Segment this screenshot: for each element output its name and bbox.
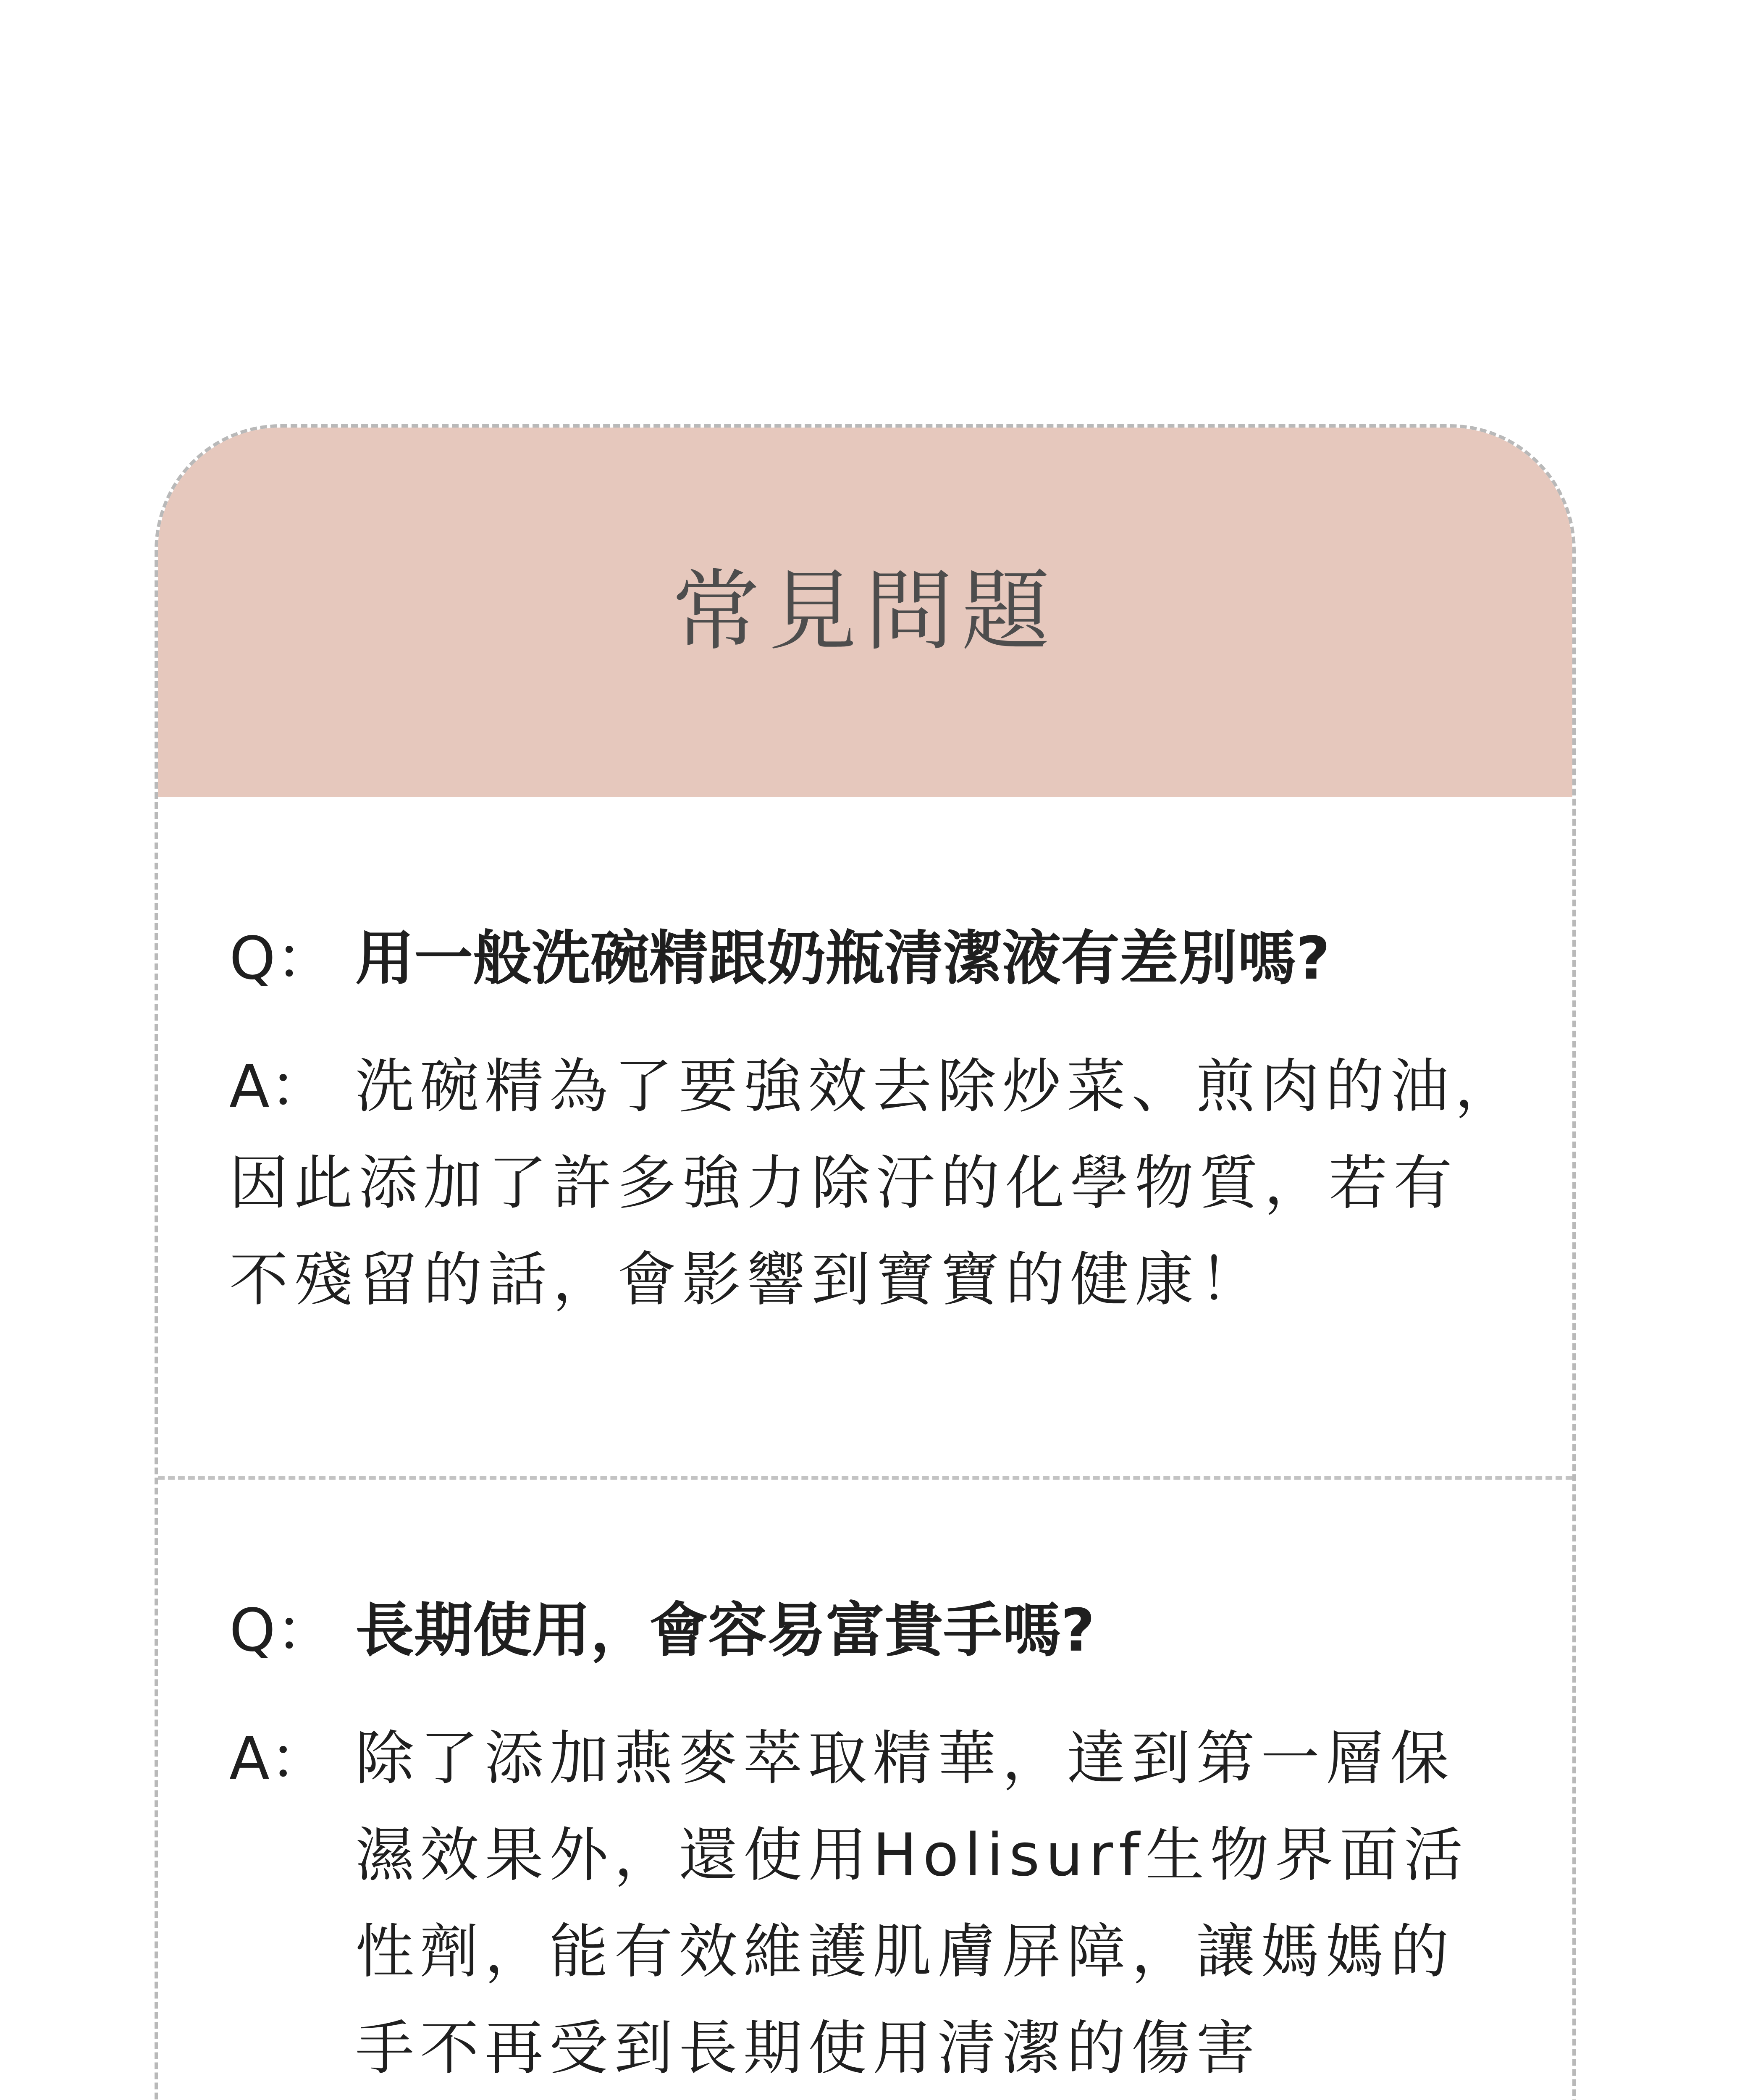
question-prefix: Q： [229, 924, 335, 993]
answer-line: 手不再受到長期使用清潔的傷害 [355, 2014, 1261, 2083]
answer-line: 濕效果外，還使用Holisurf生物界面活 [355, 1821, 1469, 1890]
faq-answer [229, 1711, 1531, 2097]
answer-prefix: A： [229, 1053, 328, 1121]
faq-answer [229, 1039, 1531, 1328]
faq-question [229, 1591, 1531, 1671]
answer-line: 不殘留的話，會影響到寶寶的健康！ [229, 1246, 1265, 1314]
question-text: 用一般洗碗精跟奶瓶清潔液有差別嗎? [355, 924, 1330, 993]
answer-prefix: A： [229, 1725, 328, 1793]
answer-line: 因此添加了許多強力除汙的化學物質，若有 [229, 1149, 1459, 1218]
answer-line: 除了添加燕麥萃取精華，達到第一層保 [355, 1725, 1455, 1793]
faq-item [229, 919, 1531, 1328]
faq-question [229, 919, 1531, 999]
section-divider [158, 1476, 1572, 1480]
faq-item [229, 1591, 1531, 2097]
question-prefix: Q： [229, 1596, 335, 1665]
page-title: 常見問題 [672, 560, 1058, 663]
faq-card [155, 424, 1576, 2100]
answer-line: 洗碗精為了要強效去除炒菜、煎肉的油， [355, 1053, 1520, 1121]
answer-line: 性劑，能有效維護肌膚屏障，讓媽媽的 [355, 1918, 1455, 1986]
faq-header [158, 428, 1572, 797]
question-text: 長期使用，會容易富貴手嗎? [355, 1596, 1095, 1665]
